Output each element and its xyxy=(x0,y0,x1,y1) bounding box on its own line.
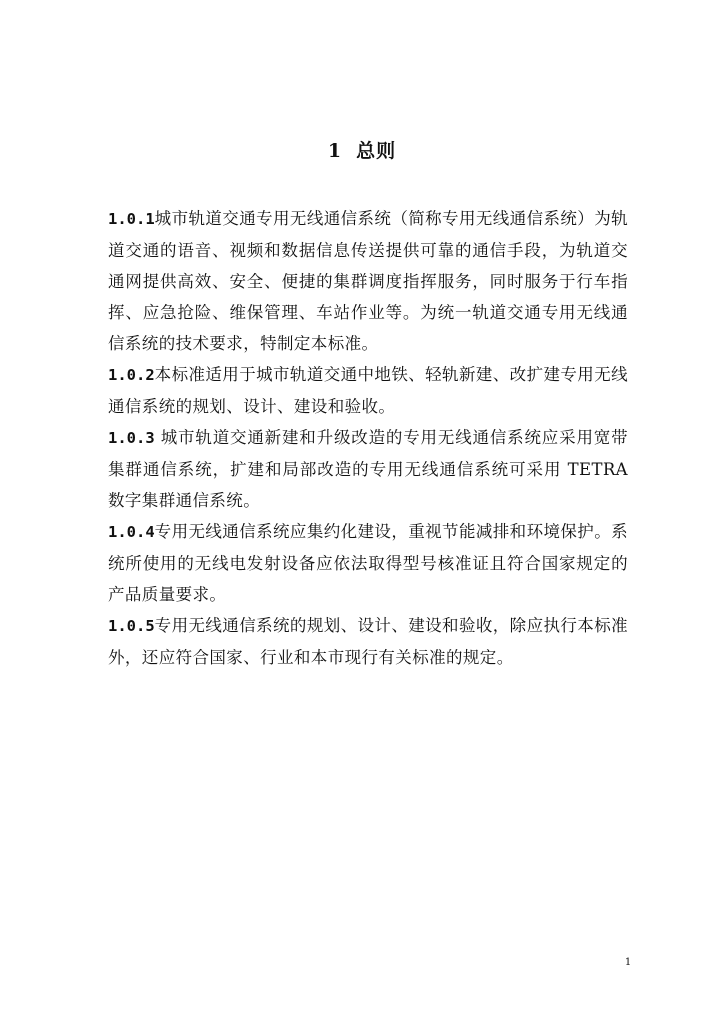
clause-text: 本标准适用于城市轨道交通中地铁、轻轨新建、改扩建专用无线通信系统的规划、设计、建设和验收。 xyxy=(108,365,628,416)
clause-text: 专用无线通信系统应集约化建设，重视节能减排和环境保护。系统所使用的无线电发射设备应依法取得型号核准证且符合国家规定的产品质量要求。 xyxy=(108,522,628,604)
clause-text: 专用无线通信系统的规划、设计、建设和验收，除应执行本标准外，还应符合国家、行业和本市现行有关标准的规定。 xyxy=(108,616,628,667)
clause-1-0-5 xyxy=(108,610,628,673)
chapter-heading xyxy=(0,138,724,164)
chapter-body xyxy=(108,203,628,673)
chapter-number: 1 xyxy=(327,140,343,162)
clause-1-0-2 xyxy=(108,359,628,422)
page-number: 1 xyxy=(624,957,632,968)
clause-1-0-4 xyxy=(108,516,628,610)
clause-number: 1.0.2 xyxy=(108,366,155,384)
clause-text: 城市轨道交通新建和升级改造的专用无线通信系统应采用宽带集群通信系统，扩建和局部改造的专用无线通信系统可采用 TETRA 数字集群通信系统。 xyxy=(108,428,628,510)
chapter-title: 总则 xyxy=(356,140,397,162)
clause-number: 1.0.1 xyxy=(108,210,155,228)
clause-number: 1.0.3 xyxy=(108,429,155,447)
clause-1-0-3 xyxy=(108,422,628,516)
clause-text: 城市轨道交通专用无线通信系统（简称专用无线通信系统）为轨道交通的语音、视频和数据信息传送提供可靠的通信手段，为轨道交通网提供高效、安全、便捷的集群调度指挥服务，同时服务于行车指挥、应急抢险、维保管理、车站作业等。为统一轨道交通专用无线通信系统的技术要求，特制定本标准。 xyxy=(108,209,628,353)
clause-1-0-1 xyxy=(108,203,628,359)
clause-number: 1.0.5 xyxy=(108,617,155,635)
clause-number: 1.0.4 xyxy=(108,523,155,541)
